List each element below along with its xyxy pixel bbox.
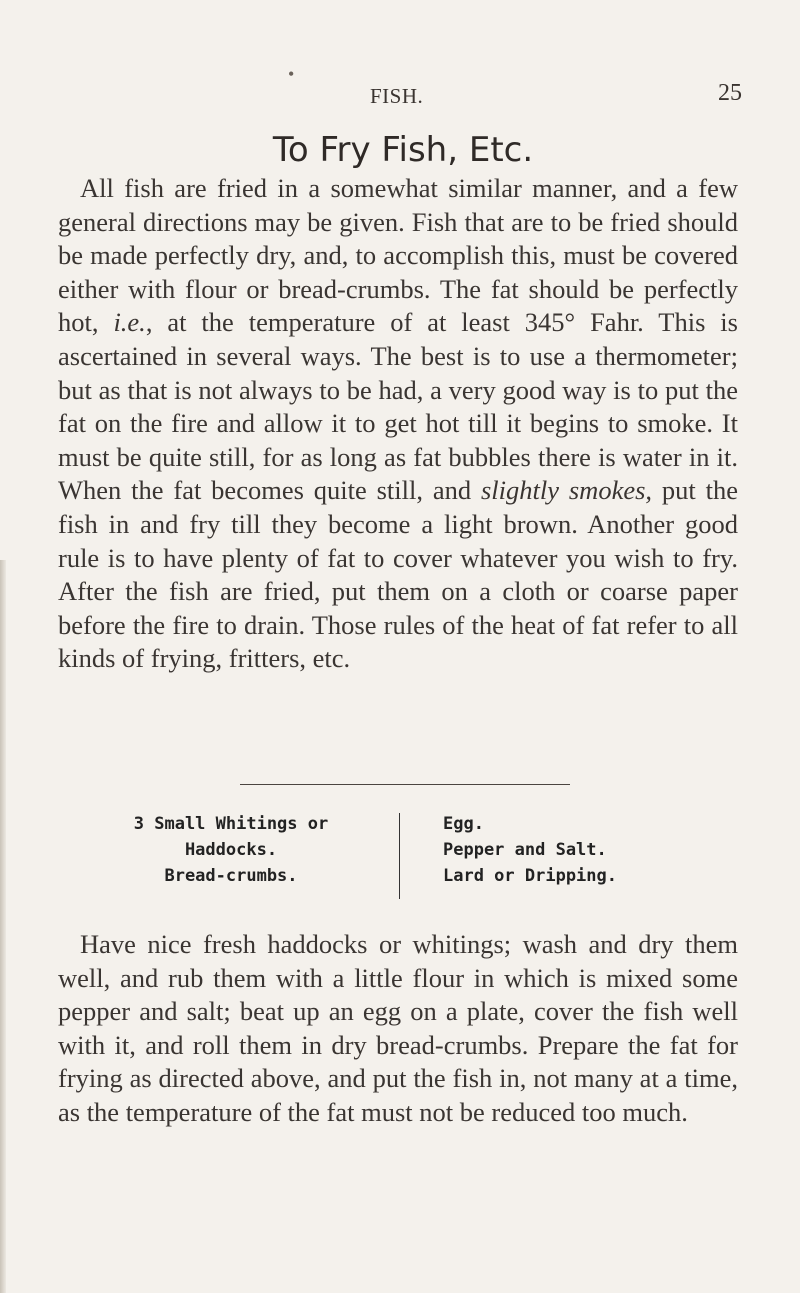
ingredient-item: Egg.: [443, 814, 484, 834]
page-edge-shadow: [0, 560, 6, 1293]
intro-ie: i.e.: [113, 307, 146, 338]
page-number: 25: [718, 80, 742, 106]
method-text: Have nice fresh haddocks or whitings; wash and dry them well, and rub them with a little flour in which is mixed some pepper and salt; beat up an egg on a plate, cover the fish well with it, and roll them in dry bread-crumbs. Prepare the fat for frying as directed above, and put the fish in, not many at a time, as the temperature of the fat must not be reduced too much.: [58, 929, 738, 1127]
ingredient-item: 3 Small Whitings or: [133, 814, 329, 834]
running-head: FISH.: [370, 84, 424, 108]
ingredient-item: Pepper and Salt.: [443, 840, 607, 860]
ingredients-divider: [399, 813, 400, 899]
intro-text-part-3: put the fish in and fry till they become a light brown. Another good rule is to have plenty of fat to cover whatever you wish to fry. After the fish are fried, put them on a cloth or coarse paper before the fire to drain. Those rules of the heat of fat refer to all kinds of frying, fritters, etc.: [58, 475, 739, 674]
ingredient-item: Bread-crumbs.: [164, 866, 298, 886]
method-paragraph: [58, 928, 738, 1130]
intro-paragraph: [58, 172, 738, 676]
intro-text: [58, 172, 738, 676]
book-page: [58, 0, 748, 1293]
intro-text-part-2: , at the temperature of at least 345° Fahr. This is ascertained in several ways. The best is to use a thermometer; but as that is not always to be had, a very good way is to put the fat on the fire and allow it to get hot till it begins to smoke. It must be quite still, for as long as fat bubbles there is water in it. When the fat becomes quite still, and: [58, 307, 738, 506]
intro-text-part-1: All fish are fried in a somewhat similar manner, and a few general directions may be given. Fish that are to be fried should be made perfectly dry, and, to accomplish this, must be covered either with flour or bread-crumbs. The fat should be perfectly hot,: [58, 173, 738, 338]
ingredient-item: Lard or Dripping.: [443, 866, 617, 886]
recipe-title: To Fry Fish, Etc.: [272, 130, 534, 170]
section-rule: [240, 784, 570, 785]
ingredients-left-column: [108, 811, 354, 889]
ingredients-table: [58, 811, 748, 923]
ingredients-right-column: [413, 811, 723, 889]
ink-speck: •: [288, 64, 295, 84]
ingredient-item: Haddocks.: [184, 840, 278, 860]
intro-italic-phrase: slightly smokes,: [480, 475, 653, 506]
